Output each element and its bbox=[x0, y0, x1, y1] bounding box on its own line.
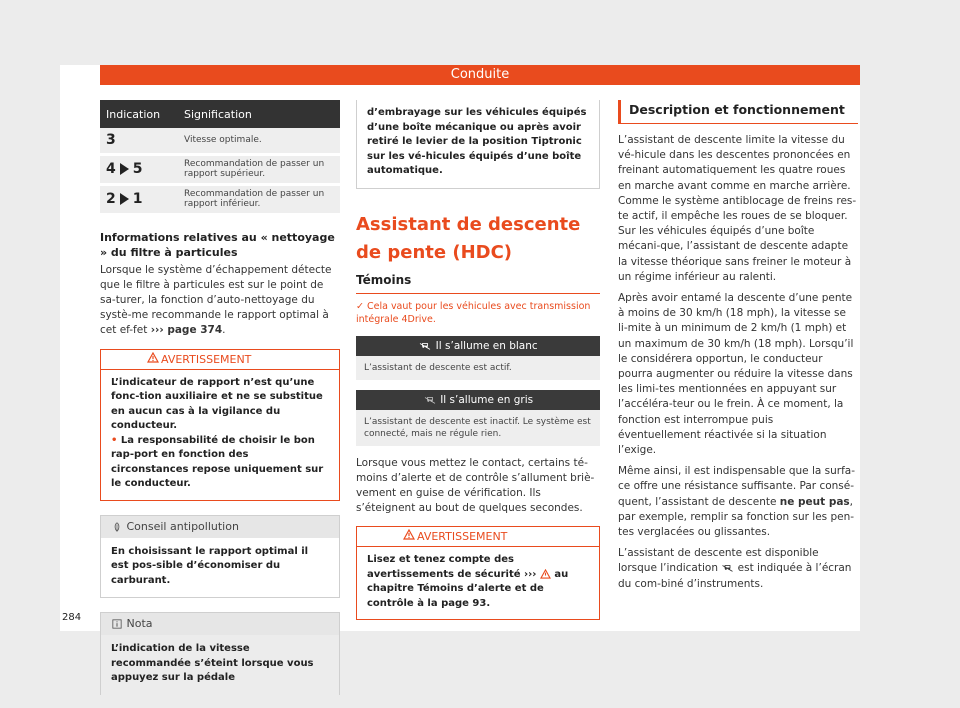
chapter-reference-link[interactable]: au chapitre Témoins d’alerte et de contrôle à la page 93. bbox=[367, 568, 569, 609]
gear-indicator: 2 1 bbox=[100, 184, 178, 214]
description-p4: L’assistant de descente est disponible lorsque l’indication est indiquée à l’écran du com-biné d’instruments. bbox=[618, 547, 852, 590]
chapter-header: Conduite bbox=[100, 65, 860, 85]
conseil-title: Conseil antipollution bbox=[126, 519, 239, 533]
nettoyage-body: Lorsque le système d’échappement détecte que le filtre à particules est sur le point de sa-turer, la fonction d’auto-nettoyage du systè-me recommande le rapport optimal à cet ef-fet ››› page 374. bbox=[100, 263, 332, 337]
warning-header bbox=[357, 527, 599, 547]
lamp-grey-title: Il s’allume en gris bbox=[440, 393, 534, 406]
section-title: Assistant de descente de pente (HDC) bbox=[356, 213, 581, 263]
page-number: 284 bbox=[62, 612, 82, 623]
warning-triangle-icon bbox=[147, 352, 159, 366]
conseil-body: En choisissant le rapport optimal il est pos-sible d’économiser du carburant. bbox=[111, 545, 309, 586]
warning-box bbox=[100, 349, 340, 501]
table-row bbox=[100, 184, 340, 214]
nettoyage-heading: Informations relatives au « nettoyage » du filtre à particules bbox=[100, 230, 335, 259]
warning-text: L’indicateur de rapport n’est qu’une fonc-tion auxiliaire et ne se substitue en aucun cas à la vigilance du conducteur. bbox=[111, 376, 323, 432]
conseil-box bbox=[100, 515, 340, 599]
arrow-right-icon bbox=[120, 193, 129, 205]
warning-bullet: • La responsabilité de choisir le bon rap-port en fonction des circonstances repose uniquement sur le conducteur. bbox=[111, 434, 324, 490]
arrow-right-icon bbox=[120, 163, 129, 175]
leaf-icon bbox=[111, 520, 123, 533]
gear-indication-table bbox=[100, 100, 340, 216]
gear-indicator: 4 5 bbox=[100, 154, 178, 184]
nota-header bbox=[101, 613, 339, 635]
warning-triangle-icon bbox=[403, 529, 415, 543]
lamp-grey-desc: L’assistant de descente est inactif. Le système est connecté, mais ne régule rien. bbox=[356, 410, 600, 446]
subsection-title: Témoins bbox=[356, 273, 600, 294]
warning-title: AVERTISSEMENT bbox=[161, 352, 252, 366]
lamp-white-desc: L’assistant de descente est actif. bbox=[356, 356, 600, 380]
applicability-note: ✓ Cela vaut pour les véhicules avec transmission intégrale 4Drive. bbox=[356, 300, 591, 325]
lamp-check-body: Lorsque vous mettez le contact, certains té-moins d’alerte et de contrôle s’allument briè-vement en guise de vérification. Ils s’éteignent au bout de quelques secondes. bbox=[356, 456, 595, 515]
hill-descent-icon bbox=[721, 562, 734, 574]
description-p3: Même ainsi, il est indispensable que la surfa-ce offre une résistance suffisante. Par consé-quent, l’assistant de descente ne peut pas, par exemple, remplir sa fonction sur les pen-tes verglacées ou glissantes. bbox=[618, 465, 856, 539]
conseil-header bbox=[101, 516, 339, 538]
table-cell: Vitesse optimale. bbox=[178, 128, 340, 154]
table-row bbox=[100, 128, 340, 154]
nota-body: L’indication de la vitesse recommandée s’éteint lorsque vous appuyez sur la pédale bbox=[111, 643, 314, 684]
warning-body bbox=[101, 370, 339, 500]
lamp-white-title: Il s’allume en blanc bbox=[435, 339, 538, 352]
description-p2: Après avoir entamé la descente d’une pente à moins de 30 km/h (18 mph), la vitesse se li-mite à un minimum de 2 km/h (1 mph) et un maximum de 30 km/h (18 mph). Lorsqu’il le considérera opportun, le conducteur pourra augmenter ou réduire la vitesse dans les limi-tes mentionnées en appuyant sur l’accéléra-teur ou le frein. À ce moment, la fonction est interrompue puis éventuellement réactivée si la situation l’exige. bbox=[618, 292, 854, 457]
page-reference-link[interactable]: ››› page 374 bbox=[150, 324, 223, 337]
warning-body: Lisez et tenez compte des avertissements de sécurité ››› au chapitre Témoins d’alerte et de contrôle à la page 93. bbox=[367, 554, 569, 609]
lamp-grey bbox=[356, 390, 600, 446]
info-icon bbox=[111, 617, 123, 630]
bullet-icon: • bbox=[111, 434, 121, 446]
table-row bbox=[100, 154, 340, 184]
table-cell: Recommandation de passer un rapport supérieur. bbox=[178, 154, 340, 184]
column-2 bbox=[356, 100, 600, 620]
description-p1: L’assistant de descente limite la vitesse du vé-hicule dans les descentes prononcées en freinant automatiquement les quatre roues en marche avant comme en marche arrière. Comme le système antiblocage de freins res-te actif, il empêche les roues de se bloquer. Sur les véhicules équipés d’une boîte mécani-que, l’assistant de descente adapte la vitesse théorique sans freiner le moteur à un régime inférieur au ralenti. bbox=[618, 134, 857, 283]
warning-triangle-icon bbox=[540, 569, 551, 580]
nota-box bbox=[100, 612, 340, 695]
table-cell: Recommandation de passer un rapport inférieur. bbox=[178, 184, 340, 214]
hill-descent-icon bbox=[423, 394, 437, 406]
warning-title: AVERTISSEMENT bbox=[417, 530, 508, 544]
description-heading: Description et fonctionnement bbox=[618, 100, 858, 124]
lamp-white-header bbox=[356, 336, 600, 356]
lamp-white bbox=[356, 336, 600, 380]
hill-descent-icon bbox=[418, 340, 432, 352]
warning-header bbox=[101, 350, 339, 370]
gear-indicator: 3 bbox=[100, 128, 178, 154]
nota-continued: d’embrayage sur les véhicules équipés d’une boîte mécanique ou après avoir retiré le levier de la position Tiptronic sur les vé-hicules équipés d’une boîte automatique. bbox=[356, 100, 600, 189]
column-1 bbox=[100, 100, 340, 695]
lamp-grey-header bbox=[356, 390, 600, 410]
table-header-indication: Indication bbox=[100, 100, 178, 128]
table-header-signification: Signification bbox=[178, 100, 340, 128]
warning-box-2 bbox=[356, 526, 600, 620]
column-3 bbox=[618, 100, 858, 592]
nota-title: Nota bbox=[126, 617, 153, 631]
